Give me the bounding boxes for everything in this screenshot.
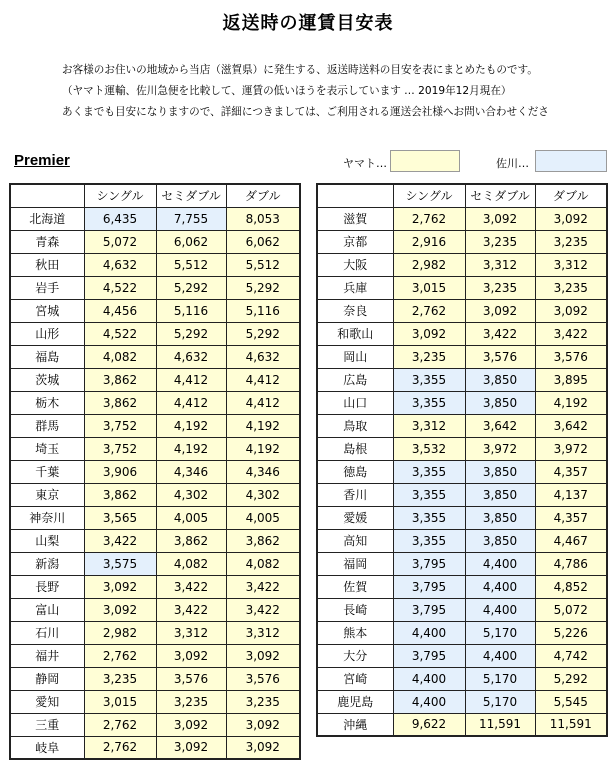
rate-cell-single: 3,795: [393, 552, 465, 575]
rate-cell-single: 6,435: [84, 207, 156, 230]
rate-cell-single: 3,092: [84, 575, 156, 598]
table-row: [317, 690, 607, 713]
prefecture-cell: 鳥取: [317, 414, 393, 437]
rate-cell-semidouble: 5,170: [465, 690, 535, 713]
rate-cell-semidouble: 3,576: [465, 345, 535, 368]
prefecture-cell: 神奈川: [10, 506, 84, 529]
rate-cell-semidouble: 4,302: [156, 483, 226, 506]
prefecture-cell: 千葉: [10, 460, 84, 483]
rate-cell-semidouble: 5,116: [156, 299, 226, 322]
rate-cell-semidouble: 3,235: [156, 690, 226, 713]
prefecture-cell: 広島: [317, 368, 393, 391]
rate-cell-single: 2,762: [393, 299, 465, 322]
rate-cell-single: 3,565: [84, 506, 156, 529]
prefecture-cell: 愛知: [10, 690, 84, 713]
rate-cell-double: 4,192: [226, 437, 300, 460]
prefecture-cell: 富山: [10, 598, 84, 621]
rate-cell-semidouble: 3,235: [465, 230, 535, 253]
table-row: [317, 391, 607, 414]
rate-cell-semidouble: 3,850: [465, 529, 535, 552]
table-row: [317, 506, 607, 529]
rate-cell-double: 11,591: [535, 713, 607, 736]
rate-cell-semidouble: 5,170: [465, 667, 535, 690]
prefecture-cell: 兵庫: [317, 276, 393, 299]
table-header-row: [317, 184, 607, 207]
rate-cell-double: 5,116: [226, 299, 300, 322]
rate-cell-semidouble: 3,092: [465, 207, 535, 230]
rate-cell-single: 4,082: [84, 345, 156, 368]
page-title: 返送時の運賃目安表: [222, 13, 394, 34]
prefecture-cell: 栃木: [10, 391, 84, 414]
prefecture-cell: 大分: [317, 644, 393, 667]
rate-cell-semidouble: 3,092: [465, 299, 535, 322]
rate-cell-single: 4,400: [393, 690, 465, 713]
rate-cell-double: 4,137: [535, 483, 607, 506]
rate-cell-double: 4,467: [535, 529, 607, 552]
prefecture-cell: 徳島: [317, 460, 393, 483]
rate-cell-semidouble: 3,642: [465, 414, 535, 437]
rate-cell-single: 3,355: [393, 483, 465, 506]
rate-cell-semidouble: 3,576: [156, 667, 226, 690]
intro-line-1: お客様のお住いの地域から当店（滋賀県）に発生する、返送時送料の目安を表にまとめたものです。: [62, 64, 538, 76]
rate-cell-single: 3,862: [84, 368, 156, 391]
header-single: シングル: [84, 184, 156, 207]
rate-cell-double: 3,642: [535, 414, 607, 437]
rate-cell-single: 4,400: [393, 667, 465, 690]
rate-cell-semidouble: 3,422: [156, 575, 226, 598]
intro-line-3: あくまでも目安になりますので、詳細につきましては、ご利用される運送会社様へお問い合わせくださ: [62, 106, 549, 118]
table-row: [10, 598, 300, 621]
rate-cell-semidouble: 3,850: [465, 368, 535, 391]
rate-cell-semidouble: 4,412: [156, 368, 226, 391]
rate-cell-single: 3,355: [393, 460, 465, 483]
rate-cell-single: 3,015: [84, 690, 156, 713]
rate-cell-double: 3,235: [535, 230, 607, 253]
prefecture-cell: 宮城: [10, 299, 84, 322]
rate-cell-single: 3,795: [393, 644, 465, 667]
table-row: [10, 713, 300, 736]
rate-cell-semidouble: 3,422: [156, 598, 226, 621]
prefecture-cell: 北海道: [10, 207, 84, 230]
table-row: [317, 230, 607, 253]
rate-cell-double: 3,092: [535, 207, 607, 230]
rate-cell-double: 4,357: [535, 460, 607, 483]
rate-cell-semidouble: 5,512: [156, 253, 226, 276]
rate-table-left: [9, 183, 301, 760]
prefecture-cell: 青森: [10, 230, 84, 253]
rate-cell-single: 5,072: [84, 230, 156, 253]
rate-cell-single: 3,862: [84, 483, 156, 506]
table-row: [317, 368, 607, 391]
prefecture-cell: 長野: [10, 575, 84, 598]
table-row: [317, 483, 607, 506]
prefecture-cell: 滋賀: [317, 207, 393, 230]
rate-cell-semidouble: 3,850: [465, 483, 535, 506]
legend-yamato-swatch: [390, 150, 460, 172]
rate-cell-double: 3,312: [226, 621, 300, 644]
rate-cell-double: 3,092: [226, 736, 300, 759]
rate-cell-semidouble: 3,850: [465, 391, 535, 414]
rate-cell-semidouble: 4,346: [156, 460, 226, 483]
prefecture-cell: 岩手: [10, 276, 84, 299]
rate-cell-semidouble: 4,400: [465, 552, 535, 575]
prefecture-cell: 沖縄: [317, 713, 393, 736]
table-row: [10, 230, 300, 253]
rate-cell-single: 3,355: [393, 529, 465, 552]
prefecture-cell: 山梨: [10, 529, 84, 552]
table-row: [10, 437, 300, 460]
table-row: [10, 368, 300, 391]
rate-cell-double: 3,312: [535, 253, 607, 276]
table-row: [317, 713, 607, 736]
rate-cell-single: 3,795: [393, 575, 465, 598]
rate-cell-single: 3,422: [84, 529, 156, 552]
rate-cell-double: 3,972: [535, 437, 607, 460]
header-semidouble: セミダブル: [465, 184, 535, 207]
rate-cell-semidouble: 4,400: [465, 644, 535, 667]
rate-cell-semidouble: 4,412: [156, 391, 226, 414]
rate-cell-single: 2,762: [84, 713, 156, 736]
rate-cell-double: 5,512: [226, 253, 300, 276]
table-row: [317, 621, 607, 644]
prefecture-cell: 静岡: [10, 667, 84, 690]
section-title: Premier: [14, 152, 70, 169]
rate-cell-single: 3,092: [84, 598, 156, 621]
rate-cell-single: 3,906: [84, 460, 156, 483]
rate-cell-double: 5,545: [535, 690, 607, 713]
rate-cell-double: 3,092: [226, 713, 300, 736]
rate-cell-double: 5,292: [226, 322, 300, 345]
prefecture-cell: 高知: [317, 529, 393, 552]
rate-cell-double: 3,862: [226, 529, 300, 552]
prefecture-cell: 鹿児島: [317, 690, 393, 713]
rate-cell-single: 3,752: [84, 437, 156, 460]
table-row: [317, 460, 607, 483]
table-row: [10, 322, 300, 345]
table-header-row: [10, 184, 300, 207]
rate-cell-double: 4,082: [226, 552, 300, 575]
prefecture-cell: 山形: [10, 322, 84, 345]
rate-cell-single: 3,575: [84, 552, 156, 575]
rate-cell-single: 3,795: [393, 598, 465, 621]
rate-cell-semidouble: 4,082: [156, 552, 226, 575]
rate-cell-single: 3,532: [393, 437, 465, 460]
prefecture-cell: 大阪: [317, 253, 393, 276]
rate-cell-double: 6,062: [226, 230, 300, 253]
rate-cell-semidouble: 11,591: [465, 713, 535, 736]
rate-cell-double: 4,192: [226, 414, 300, 437]
rate-cell-semidouble: 6,062: [156, 230, 226, 253]
rate-cell-double: 5,292: [535, 667, 607, 690]
table-row: [317, 299, 607, 322]
rate-cell-single: 3,235: [393, 345, 465, 368]
header-double: ダブル: [535, 184, 607, 207]
rate-cell-single: 3,015: [393, 276, 465, 299]
rate-cell-single: 4,400: [393, 621, 465, 644]
rate-cell-double: 3,235: [535, 276, 607, 299]
prefecture-cell: 岐阜: [10, 736, 84, 759]
table-row: [10, 483, 300, 506]
table-row: [317, 276, 607, 299]
rate-cell-single: 3,355: [393, 368, 465, 391]
rate-cell-single: 2,762: [84, 644, 156, 667]
prefecture-cell: 東京: [10, 483, 84, 506]
header-double: ダブル: [226, 184, 300, 207]
prefecture-cell: 熊本: [317, 621, 393, 644]
rate-cell-semidouble: 4,400: [465, 598, 535, 621]
rate-cell-single: 2,916: [393, 230, 465, 253]
prefecture-cell: 福岡: [317, 552, 393, 575]
rate-cell-double: 3,895: [535, 368, 607, 391]
prefecture-cell: 秋田: [10, 253, 84, 276]
table-row: [317, 437, 607, 460]
rate-cell-single: 3,312: [393, 414, 465, 437]
rate-cell-semidouble: 5,292: [156, 276, 226, 299]
rate-cell-double: 4,412: [226, 368, 300, 391]
rate-cell-semidouble: 3,235: [465, 276, 535, 299]
prefecture-cell: 新潟: [10, 552, 84, 575]
prefecture-cell: 茨城: [10, 368, 84, 391]
rate-cell-double: 4,192: [535, 391, 607, 414]
rate-cell-double: 3,092: [535, 299, 607, 322]
prefecture-cell: 和歌山: [317, 322, 393, 345]
rate-cell-semidouble: 4,632: [156, 345, 226, 368]
rate-cell-semidouble: 3,312: [156, 621, 226, 644]
header-single: シングル: [393, 184, 465, 207]
table-row: [10, 207, 300, 230]
rate-cell-single: 4,522: [84, 276, 156, 299]
table-row: [10, 253, 300, 276]
rate-cell-single: 4,522: [84, 322, 156, 345]
rate-cell-double: 5,292: [226, 276, 300, 299]
rate-cell-single: 3,355: [393, 391, 465, 414]
table-row: [10, 690, 300, 713]
rate-cell-double: 3,422: [226, 598, 300, 621]
table-row: [10, 621, 300, 644]
rate-cell-double: 4,852: [535, 575, 607, 598]
rate-cell-double: 3,576: [535, 345, 607, 368]
rate-cell-semidouble: 5,170: [465, 621, 535, 644]
table-row: [10, 575, 300, 598]
legend-yamato-label: ヤマト…: [343, 157, 387, 170]
table-row: [10, 391, 300, 414]
prefecture-cell: 長崎: [317, 598, 393, 621]
table-row: [317, 322, 607, 345]
legend-sagawa-swatch: [535, 150, 607, 172]
header-corner: [317, 184, 393, 207]
rate-cell-semidouble: 3,862: [156, 529, 226, 552]
prefecture-cell: 福島: [10, 345, 84, 368]
rate-table-right: [316, 183, 608, 737]
prefecture-cell: 埼玉: [10, 437, 84, 460]
rate-cell-double: 5,226: [535, 621, 607, 644]
prefecture-cell: 群馬: [10, 414, 84, 437]
table-row: [10, 414, 300, 437]
rate-cell-semidouble: 3,850: [465, 460, 535, 483]
rate-cell-semidouble: 4,192: [156, 437, 226, 460]
table-row: [317, 552, 607, 575]
rate-cell-semidouble: 3,092: [156, 736, 226, 759]
rate-cell-double: 4,786: [535, 552, 607, 575]
table-row: [317, 644, 607, 667]
table-row: [10, 345, 300, 368]
table-row: [10, 644, 300, 667]
rate-cell-single: 3,355: [393, 506, 465, 529]
table-row: [10, 552, 300, 575]
rate-cell-single: 3,235: [84, 667, 156, 690]
table-row: [317, 207, 607, 230]
rate-cell-semidouble: 4,005: [156, 506, 226, 529]
rate-cell-double: 3,092: [226, 644, 300, 667]
rate-cell-double: 4,346: [226, 460, 300, 483]
table-row: [10, 276, 300, 299]
prefecture-cell: 宮崎: [317, 667, 393, 690]
rate-cell-single: 4,632: [84, 253, 156, 276]
rate-cell-single: 4,456: [84, 299, 156, 322]
rate-cell-semidouble: 4,192: [156, 414, 226, 437]
table-row: [317, 345, 607, 368]
intro-line-2: （ヤマト運輸、佐川急便を比較して、運賃の低いほうを表示しています … 2019年12月現在）: [62, 85, 512, 97]
rate-cell-semidouble: 7,755: [156, 207, 226, 230]
rate-cell-semidouble: 4,400: [465, 575, 535, 598]
table-row: [10, 529, 300, 552]
rate-cell-single: 2,762: [84, 736, 156, 759]
table-row: [10, 506, 300, 529]
rate-cell-semidouble: 3,092: [156, 644, 226, 667]
header-semidouble: セミダブル: [156, 184, 226, 207]
table-row: [10, 299, 300, 322]
rate-cell-double: 4,302: [226, 483, 300, 506]
rate-cell-double: 8,053: [226, 207, 300, 230]
rate-cell-double: 3,422: [535, 322, 607, 345]
header-corner: [10, 184, 84, 207]
rate-cell-single: 2,982: [393, 253, 465, 276]
prefecture-cell: 愛媛: [317, 506, 393, 529]
rate-cell-single: 9,622: [393, 713, 465, 736]
rate-cell-double: 4,742: [535, 644, 607, 667]
table-row: [317, 575, 607, 598]
legend-sagawa-label: 佐川…: [496, 157, 529, 170]
table-row: [10, 667, 300, 690]
rate-cell-single: 2,762: [393, 207, 465, 230]
prefecture-cell: 三重: [10, 713, 84, 736]
rate-cell-double: 3,235: [226, 690, 300, 713]
rate-cell-semidouble: 3,972: [465, 437, 535, 460]
prefecture-cell: 奈良: [317, 299, 393, 322]
rate-cell-double: 5,072: [535, 598, 607, 621]
table-row: [10, 736, 300, 759]
rate-cell-single: 2,982: [84, 621, 156, 644]
rate-cell-semidouble: 3,092: [156, 713, 226, 736]
prefecture-cell: 佐賀: [317, 575, 393, 598]
rate-cell-double: 4,005: [226, 506, 300, 529]
rate-cell-double: 3,576: [226, 667, 300, 690]
prefecture-cell: 香川: [317, 483, 393, 506]
table-row: [317, 598, 607, 621]
rate-cell-semidouble: 3,850: [465, 506, 535, 529]
rate-cell-double: 3,422: [226, 575, 300, 598]
table-row: [317, 253, 607, 276]
table-row: [10, 460, 300, 483]
rate-cell-double: 4,357: [535, 506, 607, 529]
rate-cell-semidouble: 3,422: [465, 322, 535, 345]
prefecture-cell: 京都: [317, 230, 393, 253]
rate-cell-single: 3,092: [393, 322, 465, 345]
rate-cell-semidouble: 3,312: [465, 253, 535, 276]
rate-cell-double: 4,412: [226, 391, 300, 414]
prefecture-cell: 山口: [317, 391, 393, 414]
rate-cell-single: 3,752: [84, 414, 156, 437]
prefecture-cell: 岡山: [317, 345, 393, 368]
table-row: [317, 529, 607, 552]
table-row: [317, 667, 607, 690]
prefecture-cell: 島根: [317, 437, 393, 460]
rate-cell-semidouble: 5,292: [156, 322, 226, 345]
prefecture-cell: 福井: [10, 644, 84, 667]
prefecture-cell: 石川: [10, 621, 84, 644]
rate-cell-double: 4,632: [226, 345, 300, 368]
table-row: [317, 414, 607, 437]
rate-cell-single: 3,862: [84, 391, 156, 414]
